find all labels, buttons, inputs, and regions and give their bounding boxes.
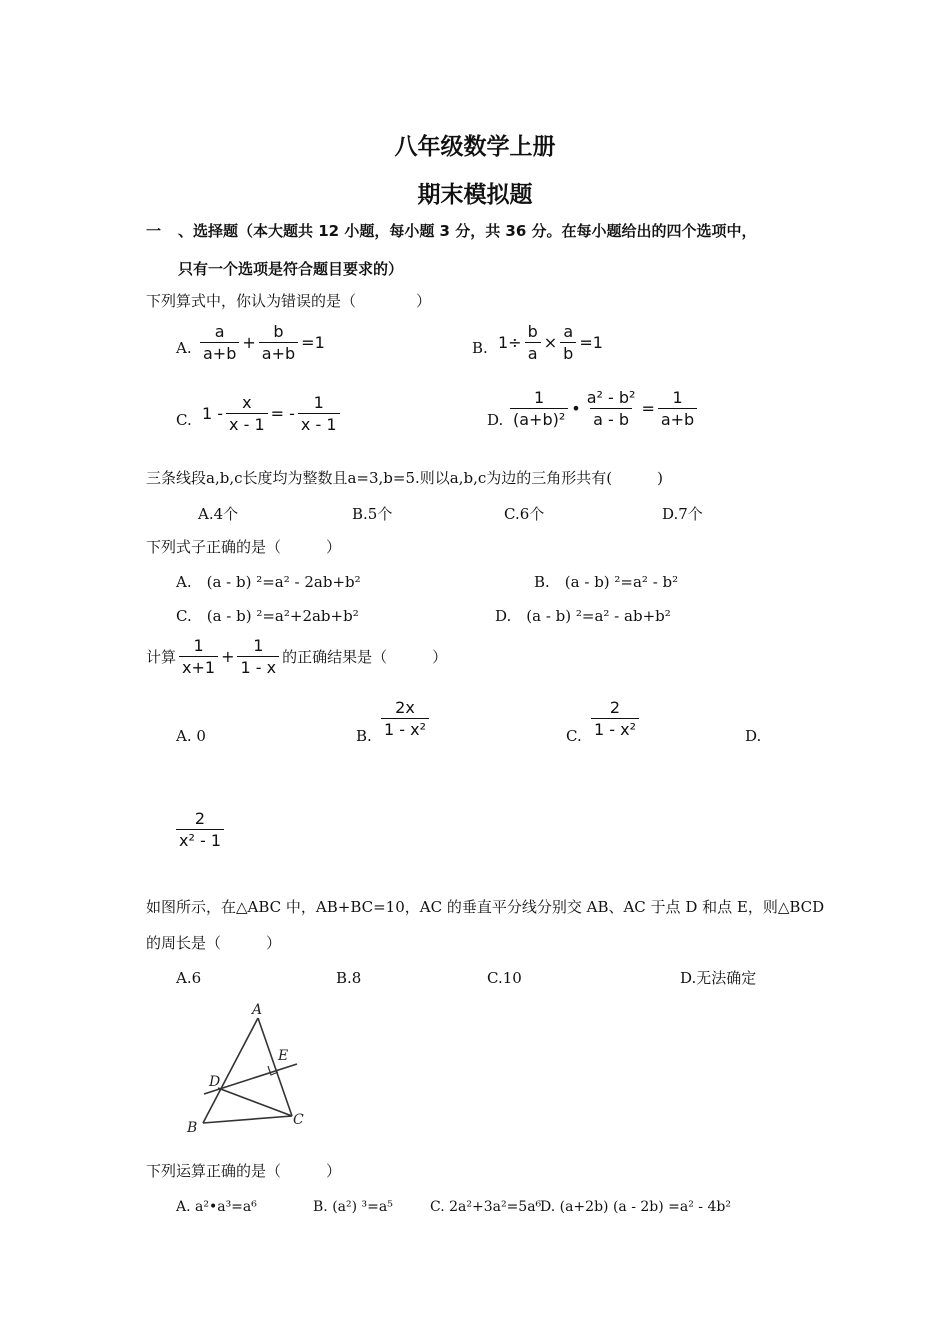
q1-option-c-label: C. <box>176 411 192 429</box>
page-title: 八年级数学上册 <box>394 134 556 160</box>
question-5-stem-line2: 的周长是（ ） <box>146 934 282 952</box>
q5-option-a: A.6 <box>176 969 202 987</box>
fraction: $\frac{a}{b}$ <box>560 322 576 363</box>
section-number: 一 <box>146 222 162 240</box>
fraction: $\frac{2}{\text{x² - 1}}$ <box>176 809 224 850</box>
segment-dc <box>218 1088 292 1116</box>
fraction: $\frac{1}{\text{(a+b)²}}$ <box>510 388 568 429</box>
q1-option-b-label: B. <box>472 339 488 357</box>
fraction: $\frac{a}{a+b}$ <box>200 322 239 363</box>
q4-option-a: A. 0 <box>176 727 206 745</box>
q1-option-d-label: D. <box>487 411 504 429</box>
q3-option-a: A. (a - b) ²=a² - 2ab+b² <box>176 573 361 591</box>
q5-option-d: D.无法确定 <box>680 969 757 987</box>
label-c: C <box>293 1112 304 1128</box>
q1-option-b-formula: 1÷ $\frac{b}{a}$ × $\frac{a}{b}$ =1 <box>498 322 603 363</box>
fraction: $\frac{2}{\text{1 - x²}}$ <box>591 698 639 739</box>
label-b: B <box>187 1120 198 1136</box>
q3-option-b: B. (a - b) ²=a² - b² <box>534 573 679 591</box>
q6-option-a: A. a²•a³=a⁶ <box>176 1199 257 1215</box>
section-heading-line1: 、选择题（本大题共 12 小题，每小题 3 分，共 36 分。在每小题给出的四个选项中， <box>178 222 757 240</box>
q6-option-d: D. (a+2b) (a - 2b) =a² - 4b² <box>540 1199 731 1215</box>
q5-option-b: B.8 <box>336 969 362 987</box>
q3-option-d: D. (a - b) ²=a² - ab+b² <box>495 607 671 625</box>
q4-option-c-label: C. <box>566 727 582 745</box>
question-2-stem: 三条线段a,b,c长度均为整数且a=3,b=5.则以a,b,c为边的三角形共有( ) <box>146 469 663 487</box>
question-4-stem: 计算 $\frac{1}{x+1}$ + $\frac{1}{1 - x}$ 的正确结果是（ ） <box>146 636 448 677</box>
q1-option-d-formula: $\frac{1}{\text{(a+b)²}}$ • $\frac{\text{a² - b²}}{a - b}$ = $\frac{1}{a+b}$ <box>510 388 697 429</box>
section-heading-line2: 只有一个选项是符合题目要求的） <box>178 260 404 278</box>
question-3-stem: 下列式子正确的是（ ） <box>146 538 342 556</box>
q4-option-b-formula <box>381 698 429 739</box>
q4-option-d-formula <box>176 809 224 850</box>
q3-option-c: C. (a - b) ²=a²+2ab+b² <box>176 607 359 625</box>
q6-option-c: C. 2a²+3a²=5a⁶ <box>430 1199 542 1215</box>
fraction: $\frac{1}{a+b}$ <box>658 388 697 429</box>
label-e: E <box>278 1048 289 1064</box>
q5-option-c: C.10 <box>487 969 522 987</box>
fraction: $\frac{x}{x - 1}$ <box>226 393 268 434</box>
question-5-stem-line1: 如图所示，在△ABC 中，AB+BC=10，AC 的垂直平分线分别交 AB、AC 于点 D 和点 E，则△BCD <box>146 898 825 916</box>
q2-option-d: D.7个 <box>662 505 703 523</box>
label-d: D <box>209 1074 221 1090</box>
fraction: $\frac{1}{x+1}$ <box>179 636 218 677</box>
q6-option-b: B. (a²) ³=a⁵ <box>313 1199 393 1215</box>
fraction: $\frac{b}{a}$ <box>525 322 541 363</box>
q2-option-c: C.6个 <box>504 505 545 523</box>
triangle-figure <box>180 998 320 1143</box>
segment-bc <box>203 1116 292 1123</box>
q1-option-a-label: A. <box>176 339 192 357</box>
page-subtitle: 期末模拟题 <box>417 182 533 208</box>
label-a: A <box>252 1002 263 1018</box>
segment-ab <box>203 1018 258 1123</box>
q1-option-a-formula: $\frac{a}{a+b}$ + $\frac{b}{a+b}$ =1 <box>200 322 325 363</box>
question-6-stem: 下列运算正确的是（ ） <box>146 1162 342 1180</box>
q1-option-c-formula: 1 - $\frac{x}{x - 1}$ = - $\frac{1}{x - 1}$ <box>202 393 340 434</box>
fraction: $\frac{b}{a+b}$ <box>259 322 298 363</box>
fraction: $\frac{1}{1 - x}$ <box>237 636 279 677</box>
fraction: $\frac{1}{x - 1}$ <box>298 393 340 434</box>
fraction: $\frac{2x}{\text{1 - x²}}$ <box>381 698 429 739</box>
q4-option-c-formula <box>591 698 639 739</box>
q2-option-a: A.4个 <box>198 505 239 523</box>
question-1-stem: 下列算式中，你认为错误的是（ ） <box>146 292 432 310</box>
q4-option-b-label: B. <box>356 727 372 745</box>
fraction: $\frac{\text{a² - b²}}{a - b}$ <box>586 388 636 429</box>
q4-option-d-label: D. <box>745 727 762 745</box>
q2-option-b: B.5个 <box>352 505 393 523</box>
